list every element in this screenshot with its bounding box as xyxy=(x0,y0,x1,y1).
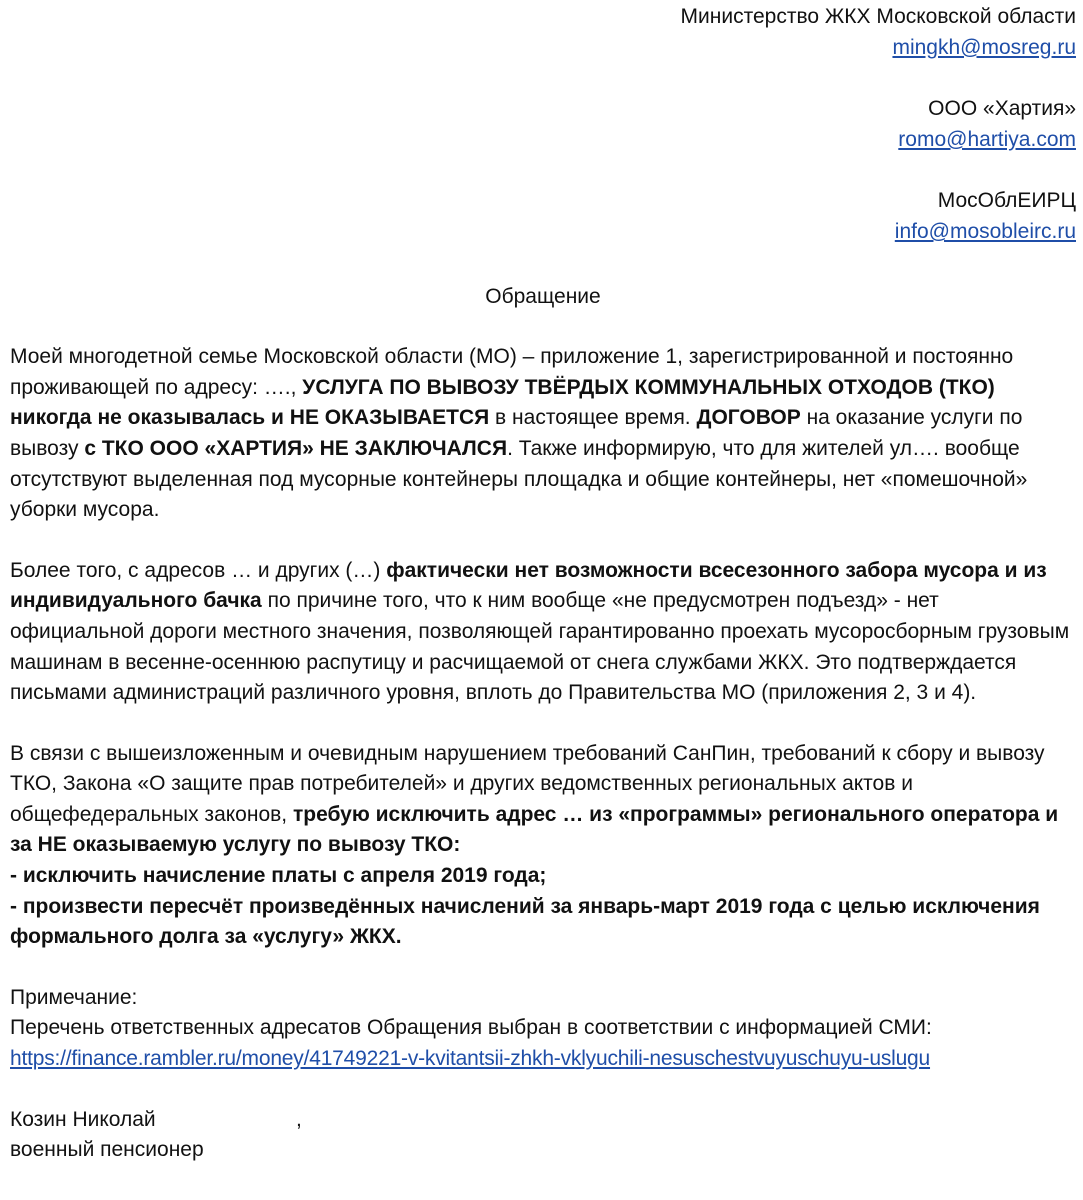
signature-block xyxy=(10,1105,1076,1166)
paragraph-text: . Также информирую, что для жителей ул…. вообще отсутствуют выделенная под мусорные контейнеры площадка и общие контейнеры, нет «помешочной» уборки мусора. xyxy=(10,436,1028,522)
addressee-email-link[interactable]: info@mosobleirc.ru xyxy=(894,219,1076,243)
document-page xyxy=(10,2,1076,1166)
paragraph-bold-text: ДОГОВОР xyxy=(696,406,801,430)
demand-list-item: - исключить начисление платы с апреля 2019 года; xyxy=(10,864,547,888)
paragraph-text: в настоящее время. xyxy=(489,406,697,430)
addressee-hartiya xyxy=(10,94,1076,155)
paragraph-text: Более того, с адресов … и других (…) xyxy=(10,558,387,582)
paragraph-1 xyxy=(10,342,1076,526)
signature-role: военный пенсионер xyxy=(10,1138,204,1162)
addressee-name: Министерство ЖКХ Московской области xyxy=(680,5,1076,28)
document-title: Обращение xyxy=(485,284,601,308)
signature-comma: , xyxy=(296,1107,302,1131)
paragraph-text: В связи с вышеизложенным и очевидным нарушением требований СанПин, требований к сбору и вывозу ТКО, Закона «О защите прав потребителей» и других ведомственных региональных актов и общефедеральных законов, xyxy=(10,741,1045,826)
paragraph-bold-text: требую исключить адрес … из «программы» регионального оператора и за НЕ оказываемую услугу по вывозу ТКО: xyxy=(10,802,1059,857)
paragraph-text: Моей многодетной семье Московской области (МО) – приложение 1, зарегистрированной и постоянно проживающей по адресу: …., xyxy=(10,345,1014,399)
paragraph-bold-text: с ТКО ООО «ХАРТИЯ» НЕ ЗАКЛЮЧАЛСЯ xyxy=(84,436,508,460)
paragraph-text: на оказание услуги по вывозу xyxy=(10,406,1023,460)
paragraph-2 xyxy=(10,556,1076,709)
addressee-name: ООО «Хартия» xyxy=(928,97,1076,121)
addressee-email-link[interactable]: romo@hartiya.com xyxy=(898,127,1076,151)
addressee-name: МосОблЕИРЦ xyxy=(937,189,1076,213)
addressee-email-link[interactable]: mingkh@mosreg.ru xyxy=(892,35,1076,59)
note-text: Перечень ответственных адресатов Обращения выбран в соответствии с информацией СМИ: xyxy=(10,1016,932,1040)
source-link[interactable]: https://finance.rambler.ru/money/41749221-v-kvitantsii-zhkh-vklyuchili-nesuschestvuyuschuyu-uslugu xyxy=(10,1047,931,1071)
addressee-ministry xyxy=(10,2,1076,63)
addressee-mosobleirc xyxy=(10,186,1076,247)
note-label: Примечание: xyxy=(10,985,138,1009)
paragraph-text: по причине того, что к ним вообще «не предусмотрен подъезд» - нет официальной дороги местного значения, позволяющей гарантированно проехать мусоросборным грузовым машинам в весенне-осеннюю распутицу и расчищаемой от снега службами ЖКХ. Это подтверждается письмами администраций различного уровня, вплоть до Правительства МО (приложения 2, 3 и 4). xyxy=(10,589,1070,705)
paragraph-3 xyxy=(10,739,1076,953)
addressees-block xyxy=(10,2,1076,248)
note-block xyxy=(10,983,1076,1075)
paragraph-bold-text: фактически нет возможности всесезонного забора мусора и из индивидуального бачка xyxy=(10,558,1047,613)
signature-line xyxy=(10,1105,1076,1136)
signature-name: Козин Николай xyxy=(10,1107,156,1131)
demand-list-item: - произвести пересчёт произведённых начислений за январь-март 2019 года с целью исключения формального долга за «услугу» ЖКХ. xyxy=(10,894,1040,949)
paragraph-bold-text: УСЛУГА ПО ВЫВОЗУ ТВЁРДЫХ КОММУНАЛЬНЫХ ОТХОДОВ (ТКО) никогда не оказывалась и НЕ ОКАЗЫВАЕТСЯ xyxy=(10,375,995,430)
